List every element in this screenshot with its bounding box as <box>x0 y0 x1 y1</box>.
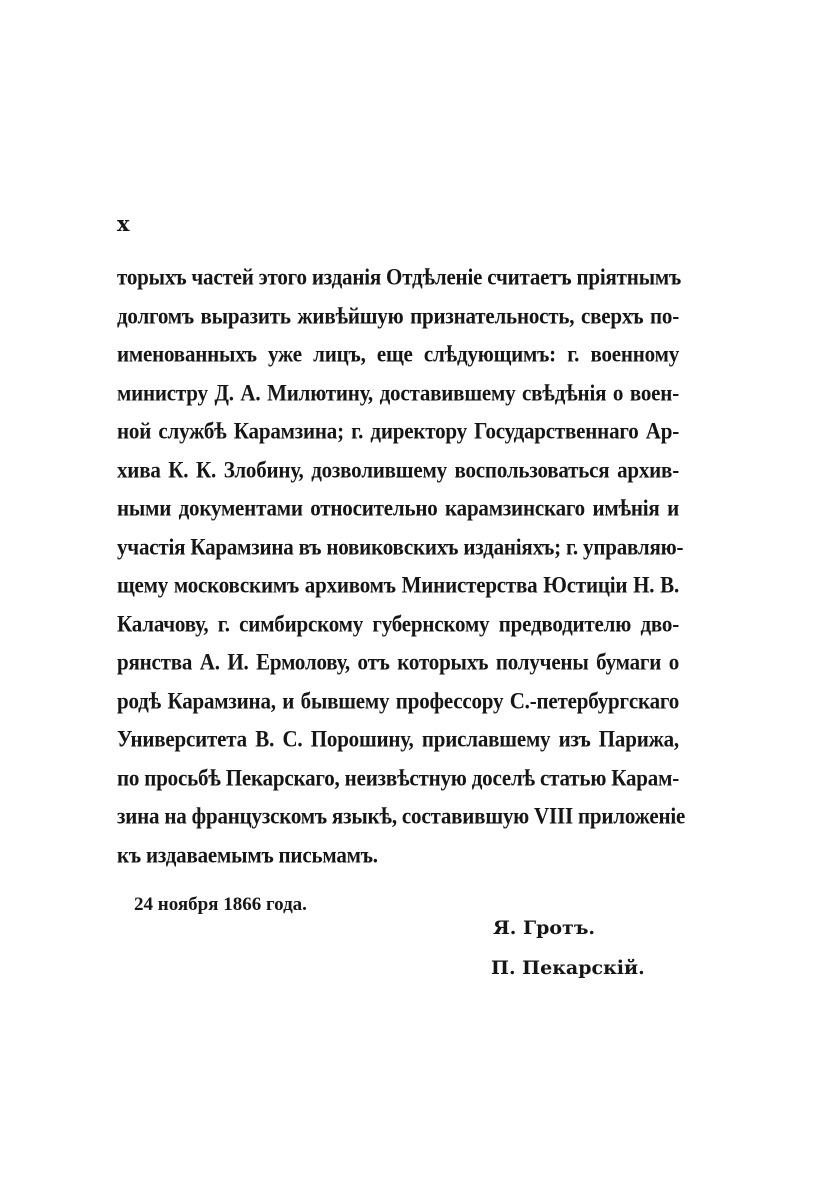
text-line: родѣ Карамзина, и бывшему профессору С.-петербургскаго <box>117 687 679 714</box>
text-line: Калачову, г. симбирскому губернскому предводителю дво- <box>117 610 679 637</box>
signature-grot: Я. Гротъ. <box>493 917 596 939</box>
text-line: долгомъ выразить живѣйшую признательность, сверхъ по- <box>117 302 679 329</box>
text-line: хива К. К. Злобину, дозволившему воспользоваться архив- <box>117 456 679 483</box>
text-line: ной службѣ Карамзина; г. директору Государственнаго Ар- <box>117 418 679 444</box>
text-line: по просьбѣ Пекарскаго, неизвѣстную доселѣ статью Карам- <box>117 764 679 791</box>
text-line: зина на французскомъ языкѣ, составившую VIII приложеніе <box>117 803 686 829</box>
text-line: министру Д. А. Милютину, доставившему свѣдѣнія о воен- <box>117 379 679 406</box>
text-line: именованныхъ уже лицъ, еще слѣдующимъ: г. военному <box>117 341 679 367</box>
signature-pekarsky: П. Пекарскій. <box>491 957 645 979</box>
text-line: участія Карамзина въ новиковскихъ изданіяхъ; г. управляю- <box>117 533 684 560</box>
text-line: торыхъ частей этого изданія Отдѣленіе считаетъ пріятнымъ <box>117 264 682 290</box>
date-line: 24 ноября 1866 года. <box>134 894 307 915</box>
text-line: Университета В. С. Порошину, приславшему изъ Парижа, <box>117 726 679 752</box>
text-line: къ издаваемымъ письмамъ. <box>117 841 378 868</box>
signature-block <box>491 908 645 988</box>
text-line: ными документами относительно карамзинскаго имѣнія и <box>117 495 679 521</box>
text-line: рянства А. И. Ермолову, отъ которыхъ получены бумаги о <box>117 649 679 675</box>
page-number: x <box>117 211 130 236</box>
text-line: щему московскимъ архивомъ Министерства Юстиціи Н. В. <box>117 572 679 598</box>
body-paragraph <box>117 258 686 874</box>
